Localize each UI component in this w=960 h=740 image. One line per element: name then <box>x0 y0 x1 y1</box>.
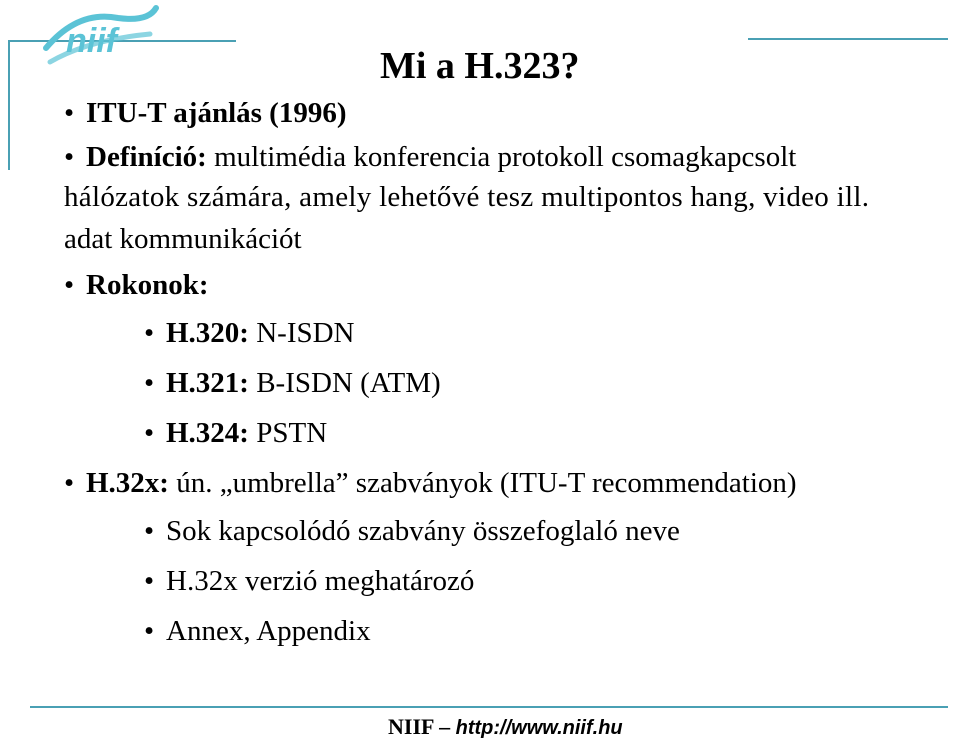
logo-text: niif <box>66 22 117 60</box>
footer <box>388 714 623 740</box>
bullet-text: Annex, Appendix <box>166 615 371 647</box>
page-title: Mi a H.323? <box>380 45 580 87</box>
bullet-label: H.32x: <box>86 467 169 499</box>
bullet-glyph: • <box>144 317 155 349</box>
sub-bullet-h320 <box>144 316 355 350</box>
bullet-text: PSTN <box>248 417 328 449</box>
bullet-glyph: • <box>144 367 155 399</box>
sub-bullet-h321 <box>144 366 441 400</box>
bullet-itu <box>64 96 347 130</box>
footer-url-link[interactable]: http://www.niif.hu <box>455 717 623 739</box>
bullet-glyph: • <box>64 467 75 499</box>
sub-bullet-verzio <box>144 564 474 598</box>
bullet-text: N-ISDN <box>248 317 355 349</box>
bullet-glyph: • <box>64 141 75 173</box>
bullet-glyph: • <box>64 97 75 129</box>
bullet-glyph: • <box>144 417 155 449</box>
niif-logo <box>38 0 168 80</box>
bullet-glyph: • <box>144 615 155 647</box>
top-right-rule <box>748 38 948 40</box>
bullet-rokonok <box>64 268 209 302</box>
bullet-definicio <box>64 140 796 174</box>
bullet-label: H.324: <box>166 417 249 449</box>
bullet-label: ITU-T ajánlás (1996) <box>86 97 347 129</box>
bullet-text: multimédia konferencia protokoll csomagkapcsolt <box>206 141 797 173</box>
bullet-text: H.32x verzió meghatározó <box>166 565 475 597</box>
bullet-definicio-cont1: hálózatok számára, amely lehetővé tesz multipontos hang, video ill. <box>64 181 870 213</box>
bottom-rule <box>30 706 948 708</box>
bullet-label: Rokonok: <box>86 269 209 301</box>
bullet-text: Sok kapcsolódó szabvány összefoglaló neve <box>166 515 680 547</box>
bullet-glyph: • <box>144 565 155 597</box>
bullet-label: H.321: <box>166 367 249 399</box>
footer-dash: – <box>433 714 456 739</box>
bullet-label: H.320: <box>166 317 249 349</box>
sub-bullet-h324 <box>144 416 327 450</box>
niif-logo-icon <box>38 0 168 80</box>
bullet-glyph: • <box>144 515 155 547</box>
sub-bullet-annex <box>144 614 371 648</box>
bullet-glyph: • <box>64 269 75 301</box>
bullet-label: Definíció: <box>86 141 207 173</box>
footer-org: NIIF <box>388 714 434 739</box>
bullet-text: B-ISDN (ATM) <box>248 367 441 399</box>
left-vertical-rule <box>8 40 10 170</box>
bullet-text: ún. „umbrella” szabványok (ITU-T recommendation) <box>168 467 797 499</box>
bullet-definicio-cont2: adat kommunikációt <box>64 223 302 255</box>
bullet-h32x <box>64 466 797 500</box>
sub-bullet-sok <box>144 514 680 548</box>
